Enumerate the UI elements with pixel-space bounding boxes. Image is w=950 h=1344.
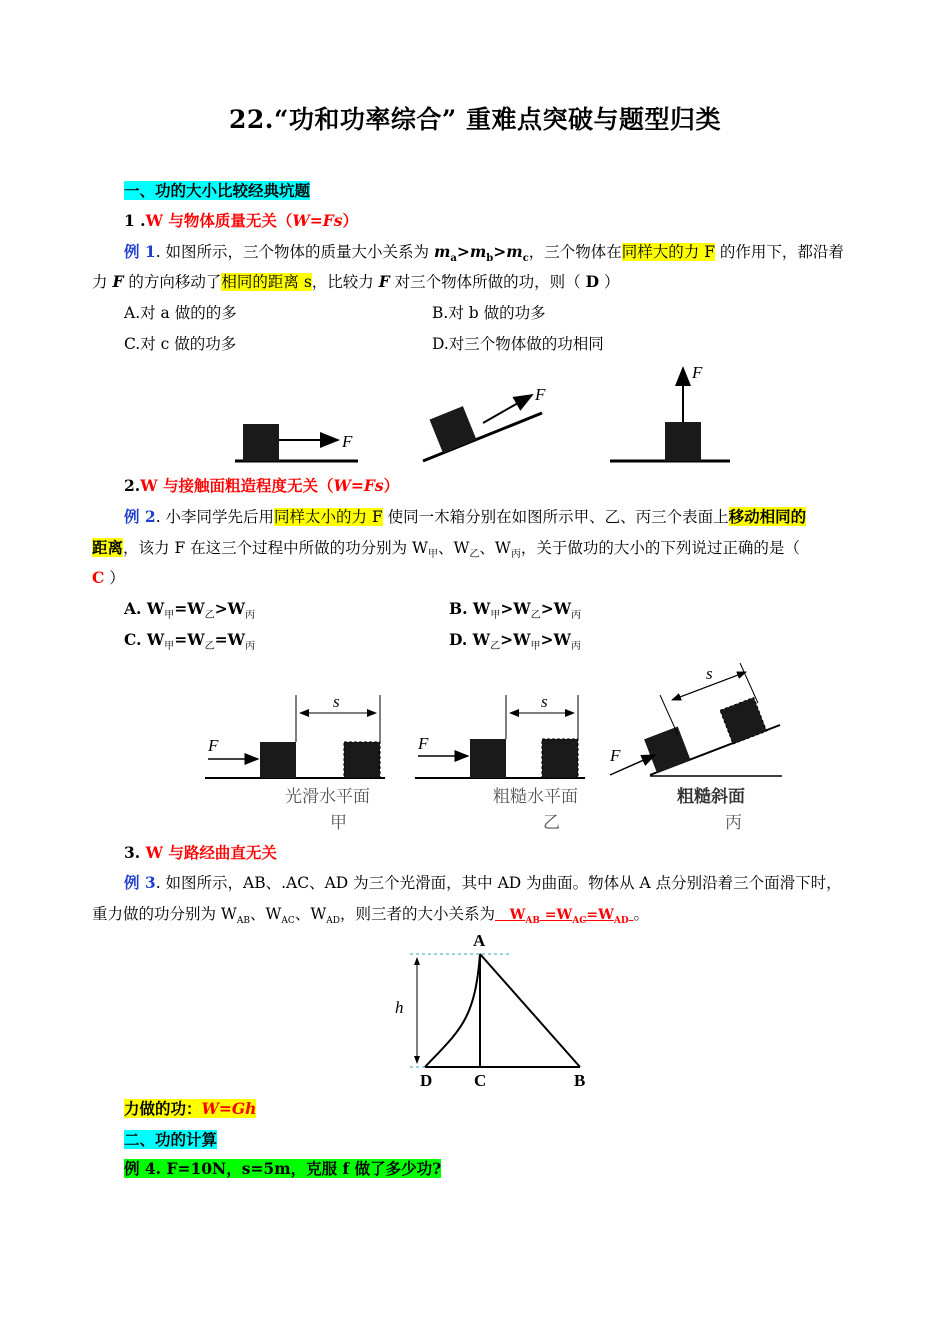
example-text: . 如图所示，AB、.AC、AD 为三个光滑面，其中 AD 为曲面。物体从 A 点分别沿着三个面滑下时， xyxy=(155,874,842,892)
option-text: =W xyxy=(214,630,246,649)
sub: 乙 xyxy=(530,610,541,622)
option-c: C.对 c 做的功多 xyxy=(124,335,237,353)
sub: 丙 xyxy=(571,610,582,622)
topic-2 xyxy=(124,475,399,497)
figure-3 xyxy=(390,930,600,1090)
example-text: ，三个物体在 xyxy=(528,243,622,261)
option-2c xyxy=(124,629,255,658)
option-text: >W xyxy=(214,599,246,618)
example-text: 力 xyxy=(92,273,113,291)
option-text: >W xyxy=(540,599,572,618)
option-text: >W xyxy=(500,630,531,649)
distance-label: s xyxy=(541,692,548,711)
caption: 光滑水平面 xyxy=(285,787,370,807)
example-label: 例 1 xyxy=(124,242,156,261)
option-text: >W xyxy=(540,630,571,649)
example-1-line-2 xyxy=(92,271,619,293)
sub: 甲 xyxy=(164,610,175,622)
highlight-same-force: 同样太小的力 F xyxy=(274,508,383,526)
topic-3 xyxy=(124,842,277,864)
section-1-heading xyxy=(124,180,310,202)
sub: 甲 xyxy=(490,610,501,622)
example-text: 重力做的功分别为 W xyxy=(92,905,237,923)
example-1-line-1 xyxy=(124,241,844,270)
sub: 乙 xyxy=(204,610,215,622)
point-a: A xyxy=(473,931,486,950)
caption: 甲 xyxy=(330,813,347,833)
answer xyxy=(495,907,634,926)
answer-part: W xyxy=(509,907,526,923)
topic-bracket: ） xyxy=(383,476,400,495)
topic-number: 1 . xyxy=(124,211,146,230)
example-3-line-1 xyxy=(124,872,842,894)
example-text: ，则三者的大小关系为 xyxy=(339,905,495,923)
example-3-line-2 xyxy=(92,903,649,932)
sub: 丙 xyxy=(570,641,581,653)
sub: 甲 xyxy=(530,641,541,653)
section-heading-text: 一、功的大小比较经典坑题 xyxy=(124,181,311,200)
gravity-work-highlight xyxy=(124,1099,256,1118)
topic-number: 2. xyxy=(124,476,141,495)
sub: AB xyxy=(236,916,250,927)
force-label: F xyxy=(610,746,621,765)
example-text: ，关于做功的大小的下列说过正确的是（ xyxy=(520,539,800,557)
box xyxy=(260,742,296,778)
force-label: F xyxy=(342,432,353,451)
option-d: D.对三个物体做的功相同 xyxy=(432,335,604,353)
mass-c-sub: c xyxy=(522,253,529,265)
highlight-same-force: 同样大的力 F xyxy=(621,243,715,261)
topic-text: W 与物体质量无关（ xyxy=(145,211,293,230)
answer-part: =W xyxy=(539,907,573,923)
page-title: 22.“功和功率综合” 重难点突破与题型归类 xyxy=(229,105,721,134)
example-text: ） xyxy=(104,569,125,587)
sub: 甲 xyxy=(164,641,175,653)
force-label: F xyxy=(208,736,219,755)
figure-2 xyxy=(200,655,790,835)
option-2d xyxy=(449,629,581,658)
topic-text: W 与路经曲直无关 xyxy=(145,843,277,862)
caption: 粗糙斜面 xyxy=(677,787,745,807)
section-2-heading xyxy=(124,1129,217,1151)
example-text: 、W xyxy=(294,905,327,923)
example-text: 、W xyxy=(437,539,470,557)
point-d: D xyxy=(420,1071,433,1090)
force-symbol: F xyxy=(378,272,390,291)
sub: AC xyxy=(281,916,295,927)
height-label: h xyxy=(395,998,404,1017)
topic-formula: W=Fs xyxy=(333,476,384,495)
example-text: ） xyxy=(599,273,620,291)
option-text: =W xyxy=(174,630,205,649)
caption: 乙 xyxy=(543,813,560,833)
example-label: 例 2 xyxy=(124,507,156,526)
example-text: . 如图所示，三个物体的质量大小关系为 xyxy=(155,243,434,261)
example-2-line-3 xyxy=(92,567,125,589)
caption: 丙 xyxy=(725,813,742,833)
mass-a-sub: a xyxy=(450,253,457,265)
option-text: =W xyxy=(174,599,205,618)
option-text: >W xyxy=(500,599,531,618)
mass-b: m xyxy=(469,242,487,261)
gt: > xyxy=(456,242,470,261)
topic-1 xyxy=(124,210,358,232)
option-a: A.对 a 做的的多 xyxy=(124,304,237,322)
point-b: B xyxy=(574,1071,586,1090)
caption: 粗糙水平面 xyxy=(493,787,578,807)
force-label: F xyxy=(692,363,703,382)
distance-label: s xyxy=(333,692,340,711)
option-b: B.对 b 做的功多 xyxy=(432,304,546,322)
option-2b xyxy=(449,598,581,627)
sub-yi: 乙 xyxy=(469,549,480,561)
box-dashed xyxy=(344,742,380,778)
example-text: 的方向移动了 xyxy=(123,273,222,291)
option-2a xyxy=(124,598,255,627)
distance-label: s xyxy=(706,664,713,683)
mass-b-sub: b xyxy=(486,253,494,265)
example-text: 的作用下，都沿着 xyxy=(714,243,844,261)
sub: AC xyxy=(572,915,587,926)
highlight-same-distance: 相同的距离 s xyxy=(221,273,312,291)
gravity-work xyxy=(124,1098,256,1120)
example-text: . 小李同学先后用 xyxy=(155,508,275,526)
sub: AD xyxy=(326,916,340,927)
example-2-line-1 xyxy=(124,506,806,528)
sub-jia: 甲 xyxy=(427,549,438,561)
example-text: 、W xyxy=(249,905,282,923)
topic-bracket: ） xyxy=(342,211,359,230)
option-text: A. W xyxy=(124,599,165,618)
gravity-work-label: 力做的功： xyxy=(124,1099,202,1118)
highlight-distance: 距离 xyxy=(92,538,124,557)
topic-text: W 与接触面粗造程度无关（ xyxy=(140,476,334,495)
force-symbol: F xyxy=(112,272,124,291)
answer: C xyxy=(92,568,105,587)
force-label: F xyxy=(535,385,546,404)
answer: D xyxy=(585,272,600,291)
option-text: C. W xyxy=(124,630,165,649)
answer-part: =W xyxy=(586,907,614,923)
figure-1 xyxy=(230,360,730,470)
topic-number: 3. xyxy=(124,843,146,862)
sub: AB xyxy=(525,915,540,926)
sub: AD xyxy=(613,915,629,926)
mass-a: m xyxy=(433,242,451,261)
force-label: F xyxy=(418,734,429,753)
example-text: 。 xyxy=(633,905,650,923)
highlight-same-distance: 移动相同的 xyxy=(728,507,807,526)
section-heading-text: 二、功的计算 xyxy=(124,1130,218,1149)
point-c: C xyxy=(474,1071,487,1090)
block-a xyxy=(243,424,279,461)
gt: > xyxy=(493,242,507,261)
sub: 丙 xyxy=(245,610,256,622)
gravity-work-formula: W=Gh xyxy=(201,1099,257,1118)
example-text: 对三个物体所做的功，则（ xyxy=(389,273,586,291)
example-4-text: 例 4. F=10N，s=5m，克服 f 做了多少功? xyxy=(124,1159,442,1178)
example-label: 例 3 xyxy=(124,873,156,892)
example-text: 使同一木箱分别在如图所示甲、乙、丙三个表面上 xyxy=(382,508,729,526)
topic-formula: W=Fs xyxy=(292,211,343,230)
sub: 丙 xyxy=(245,641,256,653)
example-text: 、W xyxy=(479,539,511,557)
sub: 乙 xyxy=(490,641,501,653)
example-text: ，比较力 xyxy=(311,273,379,291)
example-text: ，该力 F 在这三个过程中所做的功分别为 W xyxy=(123,539,428,557)
example-2-line-2 xyxy=(92,537,800,566)
block-c xyxy=(665,422,701,461)
sub: 乙 xyxy=(204,641,215,653)
example-4 xyxy=(124,1158,441,1180)
mass-c: m xyxy=(506,242,523,261)
option-text: D. W xyxy=(449,630,491,649)
block-b xyxy=(430,406,477,453)
option-text: B. W xyxy=(449,599,491,618)
sub-bing: 丙 xyxy=(510,549,521,561)
